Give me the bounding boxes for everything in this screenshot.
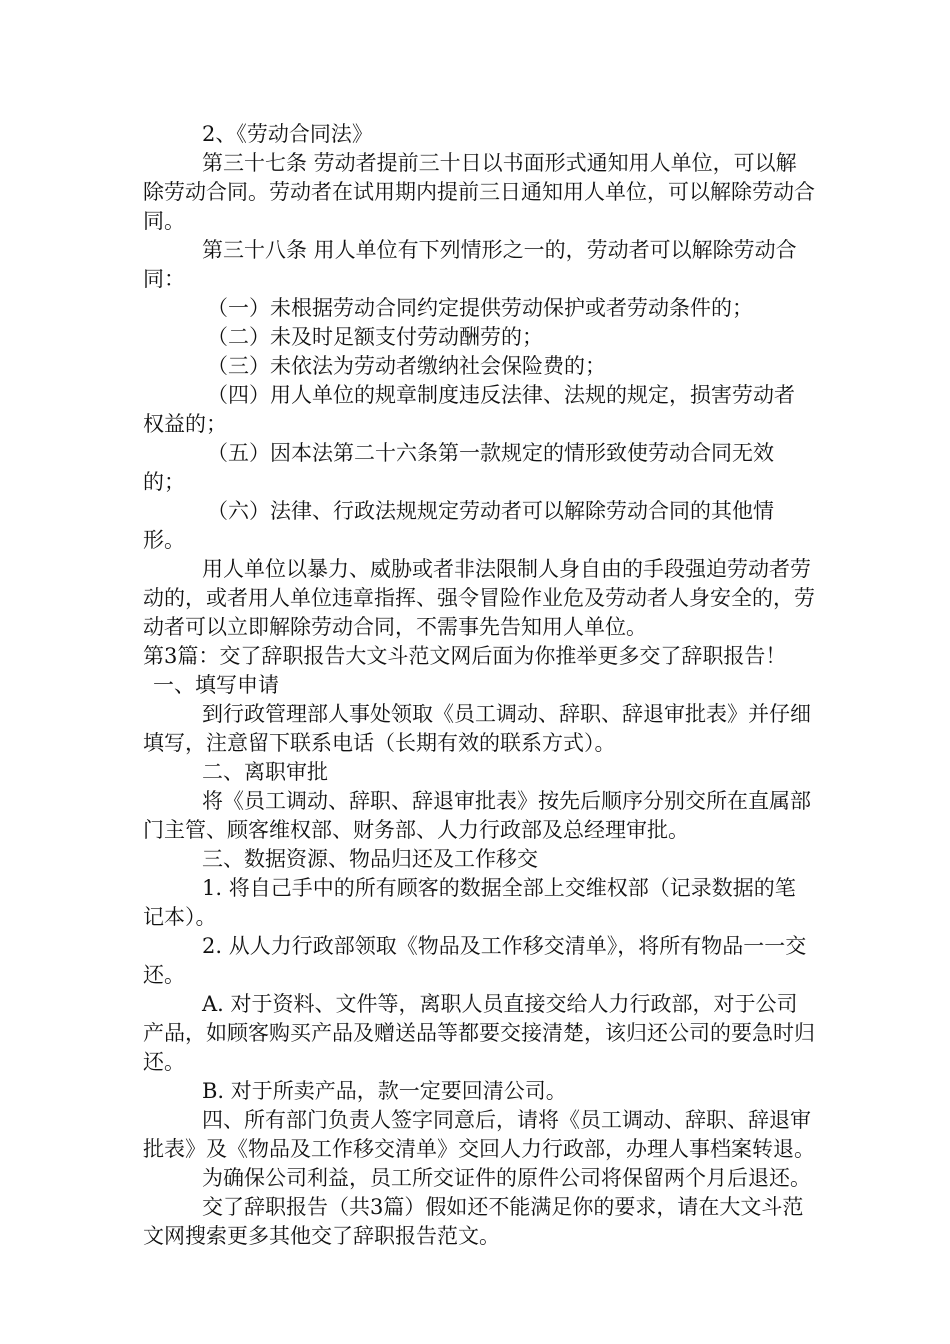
step-2-heading: 二、离职审批	[202, 760, 328, 784]
step-4-paragraph: 四、所有部门负责人签字同意后，请将《员工调动、辞职、辞退审批表》及《物品及工作移交清单》交回人力行政部，办理人事档案转退。	[143, 1108, 815, 1161]
paragraph-article-37: 第三十七条 劳动者提前三十日以书面形式通知用人单位，可以解除劳动合同。劳动者在试用期内提前三日通知用人单位，可以解除劳动合同。	[143, 151, 815, 233]
document-body	[143, 120, 815, 1251]
step-1-paragraph: 到行政管理部人事处领取《员工调动、辞职、辞退审批表》并仔细填写，注意留下联系电话（长期有效的联系方式）。	[143, 702, 811, 755]
paragraph-article-38: 第三十八条 用人单位有下列情形之一的，劳动者可以解除劳动合同：	[143, 238, 797, 291]
list-item-1: （一）未根据劳动合同约定提供劳动保护或者劳动条件的；	[207, 296, 753, 320]
step-3-item-a: A. 对于资料、文件等，离职人员直接交给人力行政部，对于公司产品，如顾客购买产品及赠送品等都要交接清楚，该归还公司的要急时归还。	[143, 992, 815, 1074]
list-item-3: （三）未依法为劳动者缴纳社会保险费的；	[207, 354, 606, 378]
step-3-item-b: B. 对于所卖产品，款一定要回清公司。	[202, 1079, 567, 1103]
step-2-paragraph: 将《员工调动、辞职、辞退审批表》按先后顺序分别交所在直属部门主管、顾客维权部、财务部、人力行政部及总经理审批。	[143, 789, 811, 842]
list-item-2: （二）未及时足额支付劳动酬劳的；	[207, 325, 543, 349]
closing-paragraph: 交了辞职报告（共3篇）假如还不能满足你的要求，请在大文斗范文网搜索更多其他交了辞职报告范文。	[143, 1195, 804, 1248]
paragraph-immediate-termination: 用人单位以暴力、威胁或者非法限制人身自由的手段强迫劳动者劳动的，或者用人单位违章指挥、强令冒险作业危及劳动者人身安全的，劳动者可以立即解除劳动合同，不需事先告知用人单位。	[143, 557, 815, 639]
list-item-5: （五）因本法第二十六条第一款规定的情形致使劳动合同无效的；	[143, 441, 774, 494]
step-3-item-1: 1. 将自己手中的所有顾客的数据全部上交维权部（记录数据的笔记本）。	[143, 876, 796, 929]
section-heading-labor-contract-law: 2、《劳动合同法》	[202, 122, 373, 146]
list-item-6: （六）法律、行政法规规定劳动者可以解除劳动合同的其他情形。	[143, 499, 774, 552]
step-3-item-2: 2. 从人力行政部领取《物品及工作移交清单》，将所有物品一一交还。	[143, 934, 807, 987]
list-item-4: （四）用人单位的规章制度违反法律、法规的规定，损害劳动者权益的；	[143, 383, 795, 436]
step-3-heading: 三、数据资源、物品归还及工作移交	[202, 847, 538, 871]
step-1-heading: 一、填写申请	[153, 673, 279, 697]
paragraph-document-retention: 为确保公司利益，员工所交证件的原件公司将保留两个月后退还。	[202, 1166, 811, 1190]
part-3-heading: 第3篇：交了辞职报告大文斗范文网后面为你推举更多交了辞职报告！	[143, 644, 787, 668]
